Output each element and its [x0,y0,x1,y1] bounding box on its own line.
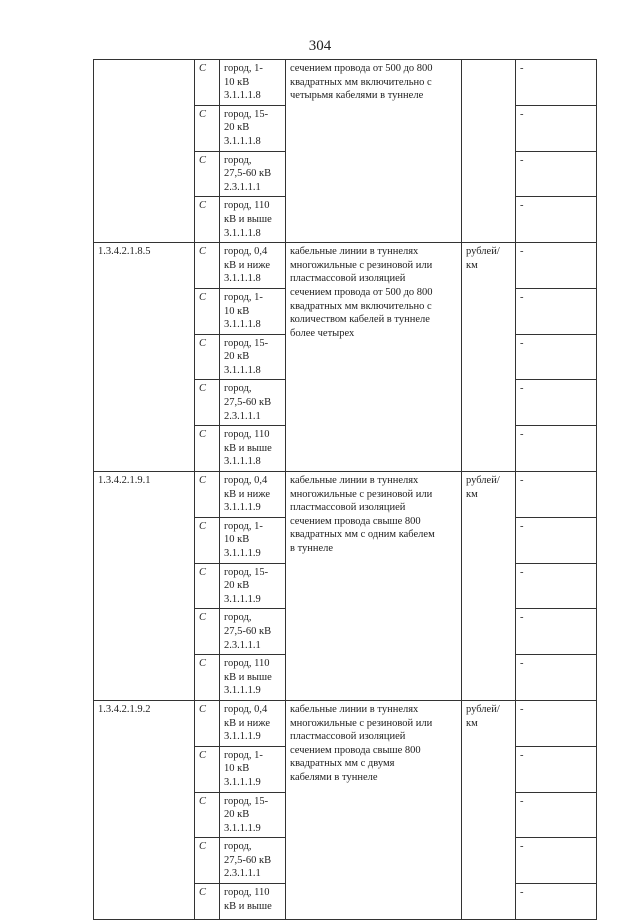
item-code: 1.3.4.2.1.9.2 [94,700,195,919]
category-letter: С [195,105,220,151]
rate-value: - [516,655,597,701]
voltage-class: город, 27,5-60 кВ 2.3.1.1.1 [220,380,286,426]
category-letter: С [195,60,220,106]
voltage-class: город, 1- 10 кВ 3.1.1.1.8 [220,60,286,106]
category-letter: С [195,426,220,472]
rate-value: - [516,334,597,380]
category-letter: С [195,243,220,289]
unit-of-measure: рублей/ км [462,472,516,701]
voltage-class: город, 110 кВ и выше 3.1.1.1.9 [220,655,286,701]
voltage-class: город, 27,5-60 кВ 2.3.1.1.1 [220,838,286,884]
category-letter: С [195,655,220,701]
voltage-class: город, 27,5-60 кВ 2.3.1.1.1 [220,609,286,655]
table-row [94,472,597,518]
table-row [94,700,597,746]
rate-value: - [516,197,597,243]
category-letter: С [195,334,220,380]
item-code: 1.3.4.2.1.9.1 [94,472,195,701]
category-letter: С [195,517,220,563]
category-letter: С [195,792,220,838]
voltage-class: город, 15- 20 кВ 3.1.1.1.8 [220,105,286,151]
rate-value: - [516,517,597,563]
rate-value: - [516,60,597,106]
rate-value: - [516,838,597,884]
rate-value: - [516,426,597,472]
category-letter: С [195,197,220,243]
item-code [94,60,195,243]
rate-value: - [516,243,597,289]
rate-value: - [516,288,597,334]
rate-value: - [516,472,597,518]
item-description: кабельные линии в туннелях многожильные с резиновой или пластмассовой изоляцией сечением провода свыше 800 квадратных мм с одним кабелем в туннеле [286,472,462,701]
category-letter: С [195,380,220,426]
category-letter: С [195,472,220,518]
category-letter: С [195,838,220,884]
category-letter: С [195,746,220,792]
page-number: 304 [308,38,332,54]
voltage-class: город, 15- 20 кВ 3.1.1.1.9 [220,563,286,609]
item-description: кабельные линии в туннелях многожильные с резиновой или пластмассовой изоляцией сечением провода от 500 до 800 квадратных мм включительно с количеством кабелей в туннеле более четырех [286,243,462,472]
voltage-class: город, 1- 10 кВ 3.1.1.1.8 [220,288,286,334]
voltage-class: город, 1- 10 кВ 3.1.1.1.9 [220,517,286,563]
rate-value: - [516,792,597,838]
voltage-class: город, 15- 20 кВ 3.1.1.1.8 [220,334,286,380]
rate-value: - [516,380,597,426]
item-description: кабельные линии в туннелях многожильные с резиновой или пластмассовой изоляцией сечением провода свыше 800 квадратных мм с двумя кабелями в туннеле [286,700,462,919]
voltage-class: город, 1- 10 кВ 3.1.1.1.9 [220,746,286,792]
category-letter: С [195,609,220,655]
rate-value: - [516,105,597,151]
voltage-class: город, 27,5-60 кВ 2.3.1.1.1 [220,151,286,197]
unit-of-measure: рублей/ км [462,700,516,919]
item-code: 1.3.4.2.1.8.5 [94,243,195,472]
category-letter: С [195,884,220,920]
table-row [94,243,597,289]
rate-value: - [516,700,597,746]
voltage-class: город, 0,4 кВ и ниже 3.1.1.1.9 [220,472,286,518]
rate-value: - [516,609,597,655]
category-letter: С [195,151,220,197]
rate-value: - [516,151,597,197]
rate-value: - [516,563,597,609]
tariff-table [93,59,597,920]
table-row [94,60,597,106]
unit-of-measure: рублей/ км [462,243,516,472]
rate-value: - [516,884,597,920]
voltage-class: город, 0,4 кВ и ниже 3.1.1.1.8 [220,243,286,289]
category-letter: С [195,288,220,334]
voltage-class: город, 0,4 кВ и ниже 3.1.1.1.9 [220,700,286,746]
voltage-class: город, 110 кВ и выше 3.1.1.1.8 [220,426,286,472]
unit-of-measure [462,60,516,243]
category-letter: С [195,563,220,609]
rate-value: - [516,746,597,792]
category-letter: С [195,700,220,746]
voltage-class: город, 15- 20 кВ 3.1.1.1.9 [220,792,286,838]
voltage-class: город, 110 кВ и выше 3.1.1.1.8 [220,197,286,243]
voltage-class: город, 110 кВ и выше [220,884,286,920]
item-description: сечением провода от 500 до 800 квадратных мм включительно с четырьмя кабелями в туннеле [286,60,462,243]
tariff-table-body [94,60,597,920]
